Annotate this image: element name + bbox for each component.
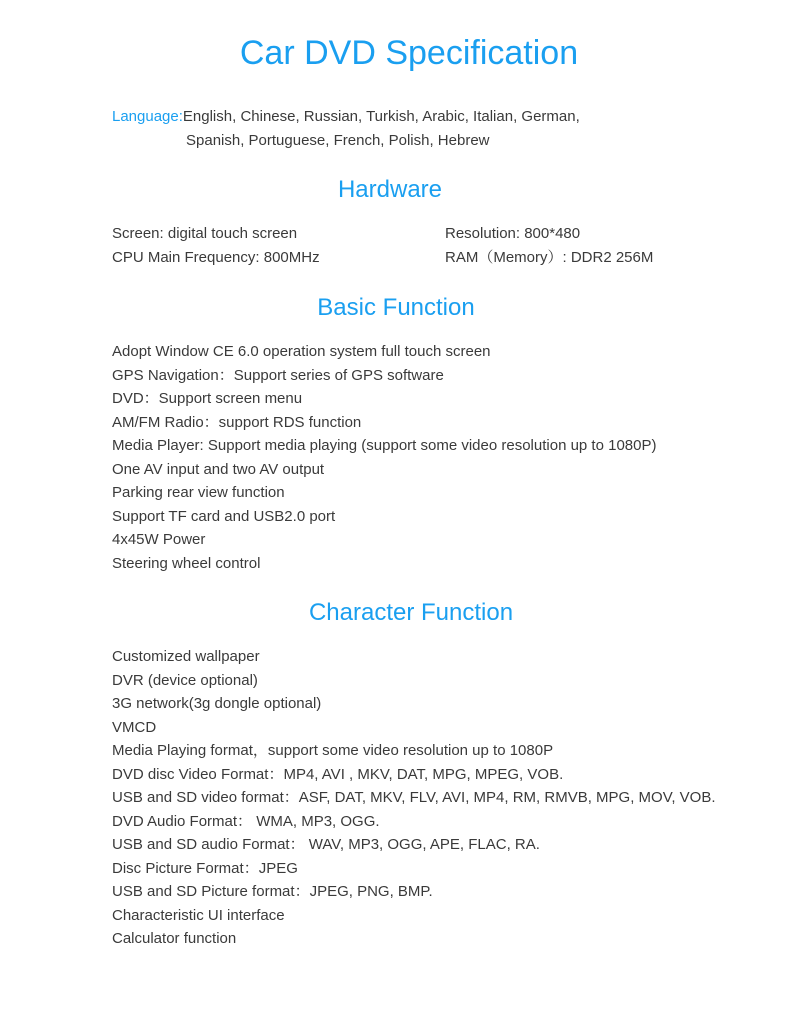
basic-function-heading: Basic Function bbox=[317, 294, 475, 321]
list-item: Customized wallpaper bbox=[112, 648, 260, 665]
language-values-1: English, Chinese, Russian, Turkish, Arabic, Italian, German, bbox=[182, 108, 580, 125]
list-item: Calculator function bbox=[112, 930, 237, 947]
list-item: USB and SD video format：ASF, DAT, MKV, FLV, AVI, MP4, RM, RMVB, MPG, MOV, VOB. bbox=[112, 789, 716, 806]
list-item: AM/FM Radio：support RDS function bbox=[112, 413, 362, 431]
language-values-2: Spanish, Portuguese, French, Polish, Hebrew bbox=[186, 132, 490, 149]
list-item: Characteristic UI interface bbox=[112, 906, 285, 924]
hardware-heading: Hardware bbox=[337, 176, 443, 203]
list-item: 4x45W Power bbox=[112, 531, 206, 548]
list-item: Media Playing format，support some video resolution up to 1080P bbox=[112, 742, 554, 759]
list-item: GPS Navigation：Support series of GPS software bbox=[112, 366, 444, 384]
hardware-screen: Screen: digital touch screen bbox=[112, 225, 298, 242]
list-item: Steering wheel control bbox=[112, 554, 261, 572]
list-item: Adopt Window CE 6.0 operation system full touch screen bbox=[112, 343, 491, 360]
list-item: DVD Audio Format： WMA, MP3, OGG. bbox=[112, 812, 380, 830]
language-line-1 bbox=[112, 105, 580, 129]
hardware-resolution: Resolution: 800*480 bbox=[445, 225, 581, 242]
character-function-list bbox=[112, 645, 716, 951]
list-item: DVD：Support screen menu bbox=[112, 390, 303, 407]
list-item: 3G network(3g dongle optional) bbox=[112, 695, 322, 712]
list-item: Support TF card and USB2.0 port bbox=[112, 507, 336, 525]
list-item: Disc Picture Format：JPEG bbox=[112, 859, 298, 877]
basic-function-list bbox=[112, 340, 656, 575]
list-item: One AV input and two AV output bbox=[112, 460, 325, 478]
list-item: VMCD bbox=[112, 718, 157, 736]
page-title: Car DVD Specification bbox=[239, 34, 579, 72]
hardware-cpu: CPU Main Frequency: 800MHz bbox=[112, 249, 320, 266]
list-item: Parking rear view function bbox=[112, 484, 285, 501]
list-item: DVR (device optional) bbox=[112, 671, 258, 689]
list-item: USB and SD audio Format： WAV, MP3, OGG, APE, FLAC, RA. bbox=[112, 836, 540, 853]
hardware-ram: RAM（Memory）: DDR2 256M bbox=[445, 249, 654, 266]
list-item: DVD disc Video Format：MP4, AVI , MKV, DAT, MPG, MPEG, VOB. bbox=[112, 765, 564, 783]
list-item: USB and SD Picture format：JPEG, PNG, BMP. bbox=[112, 883, 433, 900]
language-label: Language: bbox=[112, 108, 183, 125]
list-item: Media Player: Support media playing (support some video resolution up to 1080P) bbox=[112, 437, 657, 454]
character-function-heading: Character Function bbox=[308, 599, 514, 626]
